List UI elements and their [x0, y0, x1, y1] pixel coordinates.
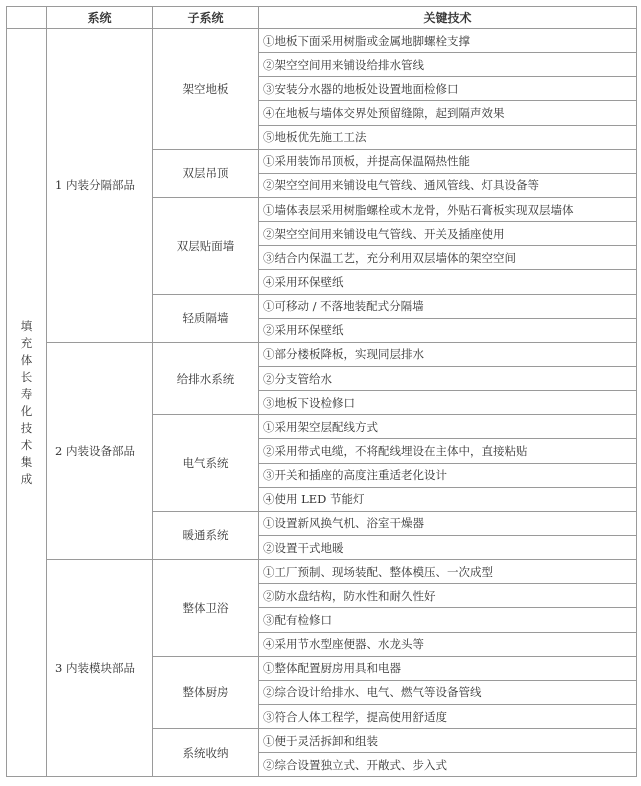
subsystem-cell: 整体厨房 [153, 656, 259, 728]
subsystem-cell: 暖通系统 [153, 511, 259, 559]
header-key-technology: 关键技术 [259, 7, 637, 29]
technology-item: ②综合设计给排水、电气、燃气等设备管线 [259, 680, 637, 704]
header-subsystem: 子系统 [153, 7, 259, 29]
system-label: 填充体长寿化技术集成 [20, 318, 33, 486]
subsystem-cell: 轻质隔墙 [153, 294, 259, 342]
technology-item: ④采用环保壁纸 [259, 270, 637, 294]
header-system: 系统 [47, 7, 153, 29]
category-cell: 1 内装分隔部品 [47, 29, 153, 343]
technology-item: ③地板下设检修口 [259, 391, 637, 415]
header-blank [7, 7, 47, 29]
technology-item: ①可移动 / 不落地装配式分隔墙 [259, 294, 637, 318]
subsystem-cell: 双层吊顶 [153, 149, 259, 197]
technology-item: ②设置干式地暖 [259, 535, 637, 559]
technology-item: ⑤地板优先施工工法 [259, 125, 637, 149]
system-cell [7, 29, 47, 777]
technology-item: ③安装分水器的地板处设置地面检修口 [259, 77, 637, 101]
technology-item: ①整体配置厨房用具和电器 [259, 656, 637, 680]
technology-item: ③符合人体工程学，提高使用舒适度 [259, 704, 637, 728]
technology-item: ②采用带式电缆，不将配线埋设在主体中，直接粘贴 [259, 439, 637, 463]
technology-item: ①工厂预制、现场装配、整体模压、一次成型 [259, 560, 637, 584]
technology-item: ①便于灵活拆卸和组装 [259, 729, 637, 753]
subsystem-cell: 系统收纳 [153, 729, 259, 777]
technology-item: ③配有检修口 [259, 608, 637, 632]
technology-item: ①采用装饰吊顶板，并提高保温隔热性能 [259, 149, 637, 173]
technology-item: ①部分楼板降板，实现同层排水 [259, 342, 637, 366]
category-cell: 3 内装模块部品 [47, 560, 153, 777]
technology-item: ②架空空间用来铺设电气管线、通风管线、灯具设备等 [259, 173, 637, 197]
subsystem-cell: 架空地板 [153, 29, 259, 150]
technology-item: ②采用环保壁纸 [259, 318, 637, 342]
technology-item: ②分支管给水 [259, 366, 637, 390]
technology-item: ②防水盘结构，防水性和耐久性好 [259, 584, 637, 608]
key-technology-table [6, 6, 637, 777]
technology-item: ②综合设置独立式、开敞式、步入式 [259, 753, 637, 777]
technology-item: ④采用节水型座便器、水龙头等 [259, 632, 637, 656]
technology-item: ①墙体表层采用树脂螺栓或木龙骨，外贴石膏板实现双层墙体 [259, 197, 637, 221]
technology-item: ①地板下面采用树脂或金属地脚螺栓支撑 [259, 29, 637, 53]
technology-item: ①采用架空层配线方式 [259, 415, 637, 439]
subsystem-cell: 整体卫浴 [153, 560, 259, 657]
subsystem-cell: 双层贴面墙 [153, 197, 259, 294]
technology-item: ④使用 LED 节能灯 [259, 487, 637, 511]
technology-item: ④在地板与墙体交界处预留缝隙，起到隔声效果 [259, 101, 637, 125]
technology-item: ①设置新风换气机、浴室干燥器 [259, 511, 637, 535]
header-row [7, 7, 637, 29]
category-cell: 2 内装设备部品 [47, 342, 153, 559]
technology-item: ②架空空间用来铺设给排水管线 [259, 53, 637, 77]
technology-item: ③结合内保温工艺，充分利用双层墙体的架空空间 [259, 246, 637, 270]
subsystem-cell: 电气系统 [153, 415, 259, 512]
technology-item: ②架空空间用来铺设电气管线、开关及插座使用 [259, 222, 637, 246]
technology-item: ③开关和插座的高度注重适老化设计 [259, 463, 637, 487]
subsystem-cell: 给排水系统 [153, 342, 259, 414]
